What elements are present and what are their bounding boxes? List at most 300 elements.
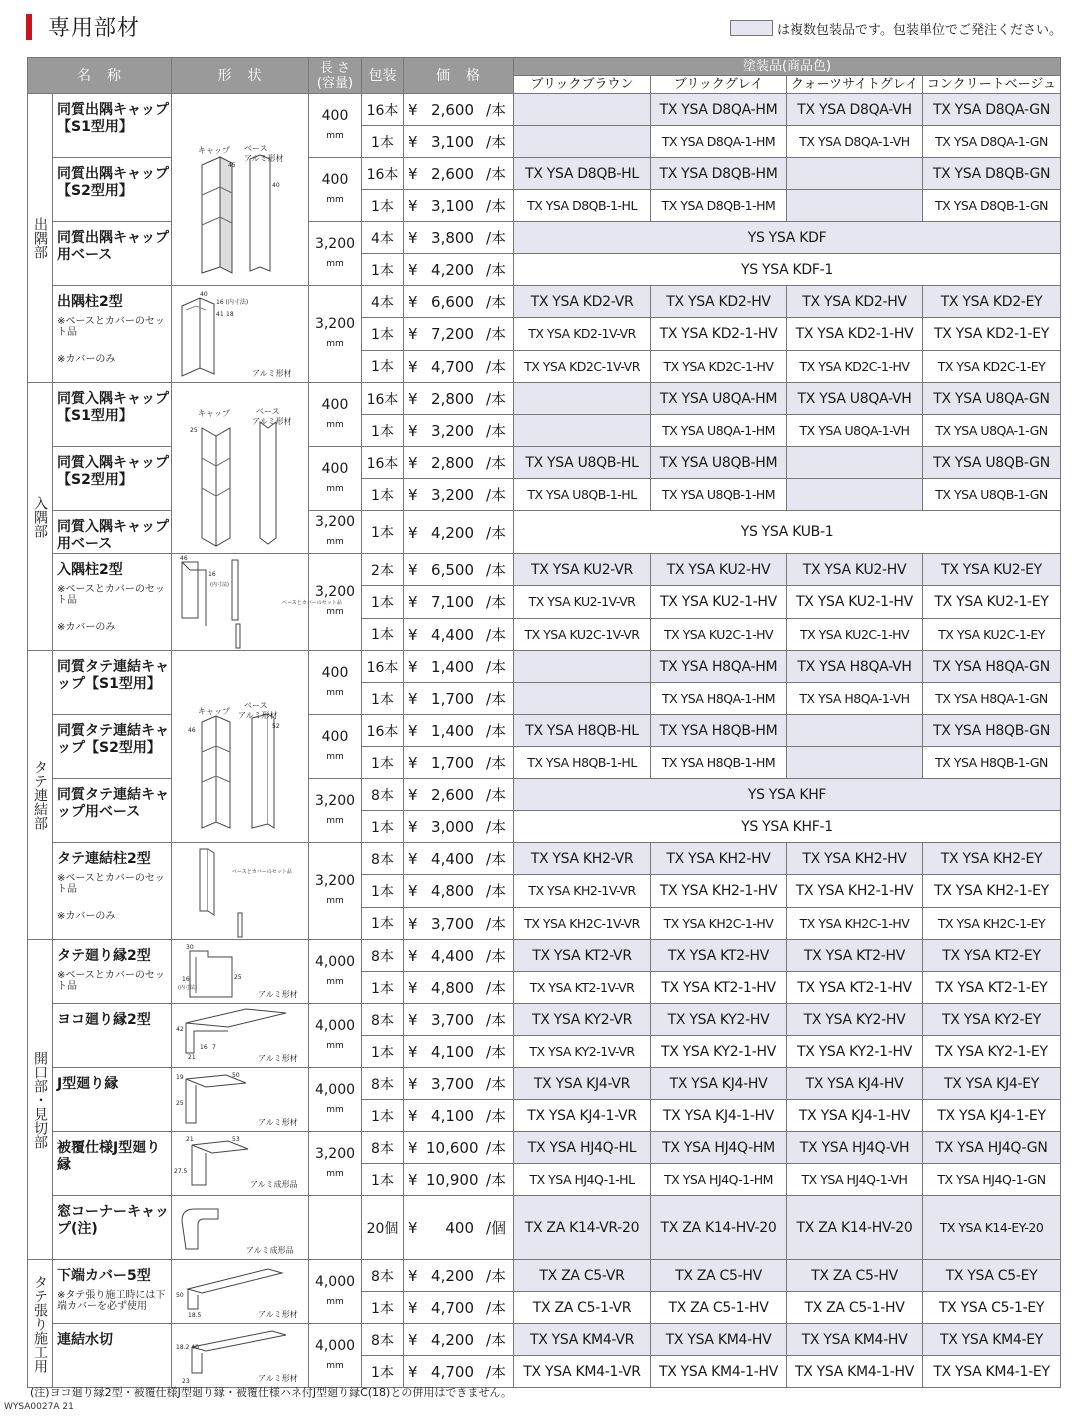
pack-qty: 1本 (362, 907, 404, 939)
product-code: TX YSA KY2-HV (651, 1004, 787, 1036)
product-code: TX YSA KT2-1-HV (651, 972, 787, 1004)
length-cell (309, 1324, 362, 1388)
product-code: TX YSA KD2-HV (651, 286, 787, 318)
pack-qty: 1本 (362, 254, 404, 286)
header-length (309, 58, 362, 94)
yen-sign: ¥ (408, 197, 418, 215)
length-value: 400 (321, 171, 349, 188)
product-code: TX ZA C5-HV (651, 1260, 787, 1292)
svg-text:18.5: 18.5 (188, 1311, 202, 1319)
part-name: 入隅柱2型 (57, 562, 123, 578)
length-cell (309, 1068, 362, 1132)
product-code: TX YSA KJ4-1-EY (923, 1100, 1061, 1132)
product-code: TX YSA KD2C-1V-VR (514, 350, 651, 382)
length-cell (309, 286, 362, 383)
price-cell (404, 1356, 514, 1388)
part-note: ※ベースとカバーのセット品 (57, 584, 165, 606)
pack-qty: 1本 (362, 1100, 404, 1132)
product-code: TX YSA KM4-HV (651, 1324, 787, 1356)
price-value: 3,700 (431, 1075, 474, 1093)
length-unit: mm (326, 815, 344, 826)
price-unit: /本 (485, 1363, 506, 1381)
price-cell (404, 511, 514, 554)
part-name: 同質出隅キャップ【S2型用】 (57, 166, 169, 199)
product-code: TX YSA KJ4-1-HV (787, 1100, 923, 1132)
part-note-cover-only: ※カバーのみ (57, 622, 116, 633)
header-capacity-label: (容量) (316, 75, 354, 91)
length-cell (309, 779, 362, 843)
yen-sign: ¥ (408, 1043, 418, 1061)
length-unit: mm (326, 258, 344, 269)
product-code: TX YSA KY2-1V-VR (514, 1036, 651, 1068)
product-code-all-colors: YS YSA KDF (514, 222, 1061, 254)
length-value: 400 (321, 460, 349, 477)
price-cell (404, 907, 514, 939)
product-code: TX YSA U8QA-1-VH (787, 415, 923, 447)
pack-qty: 1本 (362, 415, 404, 447)
product-code (787, 190, 923, 222)
pack-qty: 1本 (362, 1036, 404, 1068)
svg-text:アルミ形材: アルミ形材 (252, 417, 292, 426)
header-name: 名 称 (28, 58, 172, 94)
product-code: TX YSA KY2-HV (787, 1004, 923, 1036)
product-code: TX YSA HJ4Q-VH (787, 1132, 923, 1164)
product-code: TX YSA U8QB-GN (923, 447, 1061, 479)
svg-text:キャップ: キャップ (198, 409, 230, 418)
length-value: 3,200 (314, 316, 356, 332)
price-unit: /本 (485, 593, 506, 612)
product-code: TX YSA U8QA-GN (923, 383, 1061, 415)
price-value: 4,100 (431, 1043, 474, 1061)
price-cell (404, 683, 514, 715)
part-note-cover-only: ※カバーのみ (57, 354, 116, 365)
part-name-cell (53, 554, 172, 651)
table-row (28, 1260, 1061, 1292)
length-unit: mm (326, 419, 344, 430)
yen-sign: ¥ (408, 133, 418, 151)
product-code: TX YSA D8QA-1-VH (787, 126, 923, 158)
document-id: WYSA0027A 21 (4, 1402, 74, 1412)
svg-text:(内寸法): (内寸法) (178, 984, 197, 991)
product-code: TX YSA D8QB-1-GN (923, 190, 1061, 222)
yen-sign: ¥ (408, 1363, 418, 1381)
price-value: 3,700 (431, 914, 474, 933)
yen-sign: ¥ (408, 1075, 418, 1093)
product-code: TX YSA KM4-1-EY (923, 1356, 1061, 1388)
price-value: 2,800 (431, 390, 474, 408)
price-cell (404, 972, 514, 1004)
product-code: TX YSA KH2C-1V-VR (514, 907, 651, 939)
product-code: TX YSA KT2-HV (787, 940, 923, 972)
part-name-cell (53, 779, 172, 843)
part-name-cell (53, 1260, 172, 1324)
product-code: TX ZA C5-HV (787, 1260, 923, 1292)
yen-sign: ¥ (408, 229, 418, 247)
product-code: TX YSA KT2-1-HV (787, 972, 923, 1004)
yen-sign: ¥ (408, 101, 418, 119)
yen-sign: ¥ (408, 1267, 418, 1285)
product-code: TX YSA KD2-1-HV (787, 318, 923, 350)
product-code: TX YSA KJ4-VR (514, 1068, 651, 1100)
length-cell (309, 222, 362, 286)
yen-sign: ¥ (408, 261, 418, 279)
product-code: TX YSA H8QB-1-HM (651, 747, 787, 779)
part-name: 出隅柱2型 (57, 294, 123, 310)
price-cell (404, 1068, 514, 1100)
svg-text:18.2 40: 18.2 40 (176, 1343, 199, 1351)
product-code: TX YSA KU2-VR (514, 554, 651, 586)
length-value: 4,000 (314, 1337, 356, 1354)
product-code: TX YSA H8QB-HL (514, 715, 651, 747)
product-code: TX YSA D8QB-HM (651, 158, 787, 190)
part-name-cell (53, 651, 172, 715)
length-unit: mm (326, 1296, 344, 1307)
price-cell (404, 350, 514, 382)
part-shape-illustration (172, 940, 309, 1004)
product-code: TX YSA KU2-1-EY (923, 586, 1061, 618)
product-code (514, 126, 651, 158)
yen-sign: ¥ (408, 165, 418, 183)
part-name-cell (53, 1196, 172, 1260)
price-unit: /本 (485, 101, 506, 119)
price-value: 3,700 (431, 1011, 474, 1029)
svg-text:16: 16 (200, 1043, 208, 1051)
yen-sign: ¥ (408, 523, 418, 542)
length-cell (309, 715, 362, 779)
price-value: 3,100 (431, 133, 474, 151)
product-code: TX YSA HJ4Q-GN (923, 1132, 1061, 1164)
price-unit: /本 (485, 947, 506, 965)
price-value: 6,600 (431, 293, 474, 312)
product-code: TX YSA KD2C-1-HV (787, 350, 923, 382)
page-title: 専用部材 (48, 16, 141, 41)
product-code: TX YSA U8QB-HL (514, 447, 651, 479)
pack-qty: 1本 (362, 747, 404, 779)
yen-sign: ¥ (408, 850, 418, 869)
price-value: 4,200 (431, 523, 474, 542)
product-code: TX YSA KU2C-1-HV (651, 618, 787, 650)
yen-sign: ¥ (408, 690, 418, 708)
length-cell (309, 651, 362, 715)
pack-qty: 8本 (362, 1068, 404, 1100)
price-unit: /本 (485, 722, 506, 740)
price-unit: /本 (485, 165, 506, 183)
svg-text:アルミ形材: アルミ形材 (252, 369, 292, 378)
part-name: 同質タテ連結キャップ【S2型用】 (57, 723, 169, 756)
yen-sign: ¥ (408, 293, 418, 312)
price-cell (404, 158, 514, 190)
price-value: 1,700 (431, 754, 474, 772)
product-code: TX YSA H8QA-GN (923, 651, 1061, 683)
product-code: TX YSA HJ4Q-1-HM (651, 1164, 787, 1196)
length-cell (309, 158, 362, 222)
product-code: TX YSA KD2-1V-VR (514, 318, 651, 350)
product-code: TX ZA K14-HV-20 (787, 1196, 923, 1260)
product-code: TX YSA H8QB-1-GN (923, 747, 1061, 779)
product-code: TX YSA KD2C-1-HV (651, 350, 787, 382)
svg-text:ベース: ベース (244, 143, 268, 153)
pack-qty: 4本 (362, 222, 404, 254)
price-unit: /本 (485, 690, 506, 708)
part-shape-illustration (172, 651, 309, 843)
length-unit: mm (326, 483, 344, 494)
part-name-cell (53, 1068, 172, 1132)
yen-sign: ¥ (408, 914, 418, 933)
product-code: TX YSA C5-1-EY (923, 1292, 1061, 1324)
svg-text:50: 50 (176, 1291, 184, 1299)
product-code: TX YSA KY2-1-EY (923, 1036, 1061, 1068)
section-label: 開口部・見切部 (28, 940, 53, 1260)
length-unit: mm (326, 976, 344, 987)
product-code: TX YSA KD2-1-HV (651, 318, 787, 350)
price-cell (404, 318, 514, 350)
length-value: 4,000 (314, 1081, 356, 1098)
part-note: ※ベースとカバーのセット品 (57, 873, 165, 895)
length-cell (309, 1132, 362, 1196)
product-code: TX YSA KU2C-1-HV (787, 618, 923, 650)
product-code: TX YSA U8QA-HM (651, 383, 787, 415)
part-name-cell (53, 940, 172, 1004)
part-name: 連結水切 (57, 1332, 113, 1348)
yen-sign: ¥ (408, 786, 418, 804)
length-value: 4,000 (314, 1017, 356, 1034)
pack-qty: 1本 (362, 683, 404, 715)
price-value: 400 (445, 1219, 474, 1237)
pack-qty: 1本 (362, 1292, 404, 1324)
yen-sign: ¥ (408, 658, 418, 676)
pack-qty: 1本 (362, 350, 404, 382)
svg-text:40: 40 (272, 181, 280, 189)
product-code (787, 447, 923, 479)
svg-text:46: 46 (188, 726, 196, 734)
svg-text:アルミ形材: アルミ形材 (258, 1053, 298, 1063)
product-code: TX YSA KM4-EY (923, 1324, 1061, 1356)
product-code: TX YSA KY2-VR (514, 1004, 651, 1036)
part-name: 同質タテ連結キャップ用ベース (57, 787, 169, 820)
product-code-all-colors: YS YSA KUB-1 (514, 511, 1061, 554)
part-name-cell (53, 286, 172, 383)
product-code-all-colors: YS YSA KHF-1 (514, 811, 1061, 843)
table-row (28, 1004, 1061, 1036)
length-unit: mm (326, 1168, 344, 1179)
pack-qty: 16本 (362, 383, 404, 415)
product-code: TX YSA U8QB-1-HM (651, 479, 787, 511)
length-cell (309, 383, 362, 447)
svg-text:25: 25 (190, 427, 198, 434)
price-value: 4,200 (431, 1331, 474, 1349)
product-code: TX YSA KH2-1-HV (787, 875, 923, 907)
price-cell (404, 222, 514, 254)
product-code (514, 94, 651, 126)
svg-text:25: 25 (234, 973, 242, 981)
multi-pack-legend-swatch (730, 20, 773, 36)
price-value: 4,400 (431, 850, 474, 869)
price-unit: /本 (485, 133, 506, 151)
part-note-cover-only: ※カバーのみ (57, 911, 116, 922)
price-value: 1,400 (431, 658, 474, 676)
product-code-all-colors: YS YSA KHF (514, 779, 1061, 811)
part-name-cell (53, 447, 172, 511)
part-shape-illustration (172, 1324, 309, 1388)
length-value: 3,200 (314, 235, 356, 252)
header-color-concrete-beige: コンクリートベージュ (923, 76, 1061, 94)
product-code: TX YSA KY2-1-HV (787, 1036, 923, 1068)
part-name-cell (53, 94, 172, 158)
price-cell (404, 843, 514, 875)
price-cell (404, 875, 514, 907)
svg-text:21: 21 (188, 1053, 196, 1061)
price-unit: /個 (485, 1219, 506, 1237)
price-unit: /本 (485, 261, 506, 279)
price-value: 4,800 (431, 882, 474, 901)
product-code: TX YSA KU2C-1V-VR (514, 618, 651, 650)
product-code: TX YSA U8QB-1-GN (923, 479, 1061, 511)
product-code: TX ZA C5-VR (514, 1260, 651, 1292)
product-code: TX YSA KY2-EY (923, 1004, 1061, 1036)
svg-text:45: 45 (228, 161, 236, 169)
product-code: TX ZA C5-1-HV (651, 1292, 787, 1324)
footnote: (注)ヨコ廻り縁2型・被覆仕様J型廻り縁・被覆仕様ハネ付J型廻り縁C(18)との併用はできません。 (30, 1386, 512, 1399)
product-code: TX YSA U8QA-VH (787, 383, 923, 415)
part-name: 同質入隅キャップ【S2型用】 (57, 455, 169, 488)
product-code: TX ZA C5-1-VR (514, 1292, 651, 1324)
price-value: 7,200 (431, 325, 474, 344)
yen-sign: ¥ (408, 390, 418, 408)
price-unit: /本 (485, 1171, 506, 1189)
part-name: ヨコ廻り縁2型 (57, 1012, 151, 1028)
part-name: 同質タテ連結キャップ【S1型用】 (57, 659, 169, 692)
product-code: TX YSA KT2-HV (651, 940, 787, 972)
part-note: ※ベースとカバーのセット品 (57, 316, 165, 338)
svg-text:46: 46 (180, 555, 188, 562)
part-name-cell (53, 1004, 172, 1068)
price-value: 7,100 (431, 593, 474, 612)
product-code: TX YSA KH2C-1-EY (923, 907, 1061, 939)
product-code: TX ZA K14-HV-20 (651, 1196, 787, 1260)
product-code: TX YSA KD2-HV (787, 286, 923, 318)
svg-text:(内寸法): (内寸法) (210, 582, 229, 588)
part-note: ※ベースとカバーのセット品 (57, 970, 165, 992)
price-cell (404, 383, 514, 415)
table-row (28, 1324, 1061, 1356)
price-unit: /本 (485, 754, 506, 772)
table-row (28, 1196, 1061, 1260)
price-value: 3,800 (431, 229, 474, 247)
pack-qty: 1本 (362, 586, 404, 618)
price-unit: /本 (485, 1043, 506, 1061)
section-label: タテ連結部 (28, 651, 53, 940)
product-code (514, 383, 651, 415)
product-code: TX YSA KT2-VR (514, 940, 651, 972)
price-cell (404, 1100, 514, 1132)
pack-qty: 1本 (362, 190, 404, 222)
svg-text:アルミ成形品: アルミ成形品 (250, 1179, 298, 1189)
yen-sign: ¥ (408, 947, 418, 965)
svg-text:アルミ形材: アルミ形材 (258, 1309, 298, 1319)
svg-text:アルミ形材: アルミ形材 (258, 989, 298, 999)
price-value: 3,000 (431, 818, 474, 836)
product-code (787, 715, 923, 747)
pack-qty: 4本 (362, 286, 404, 318)
product-code: TX YSA H8QA-1-VH (787, 683, 923, 715)
price-unit: /本 (485, 1331, 506, 1349)
part-shape-illustration (172, 1004, 309, 1068)
length-cell (309, 1260, 362, 1324)
price-cell (404, 1292, 514, 1324)
product-code: TX YSA U8QB-HM (651, 447, 787, 479)
price-cell (404, 1164, 514, 1196)
svg-text:キャップ: キャップ (198, 145, 230, 155)
pack-qty: 8本 (362, 1260, 404, 1292)
svg-text:キャップ: キャップ (198, 706, 230, 716)
yen-sign: ¥ (408, 1171, 418, 1189)
product-code: TX YSA H8QB-1-HL (514, 747, 651, 779)
product-code: TX YSA D8QB-1-HL (514, 190, 651, 222)
svg-text:52: 52 (272, 722, 280, 730)
product-code: TX YSA D8QB-HL (514, 158, 651, 190)
price-cell (404, 415, 514, 447)
part-name-cell (53, 1132, 172, 1196)
price-value: 4,700 (431, 1299, 474, 1317)
product-code: TX YSA H8QA-HM (651, 651, 787, 683)
part-name: 下端カバー5型 (57, 1268, 151, 1284)
price-unit: /本 (485, 1075, 506, 1093)
svg-text:27.5: 27.5 (174, 1167, 188, 1175)
price-cell (404, 254, 514, 286)
price-value: 2,600 (431, 786, 474, 804)
price-unit: /本 (485, 422, 506, 440)
product-code: TX YSA KU2-1-HV (651, 586, 787, 618)
product-code: TX YSA KT2-1-EY (923, 972, 1061, 1004)
price-unit: /本 (485, 914, 506, 933)
product-code: TX YSA HJ4Q-1-HL (514, 1164, 651, 1196)
price-cell (404, 586, 514, 618)
price-value: 3,100 (431, 197, 474, 215)
pack-qty: 20個 (362, 1196, 404, 1260)
svg-text:ベース: ベース (256, 407, 280, 416)
product-code: TX YSA D8QA-HM (651, 94, 787, 126)
section-label: タテ張り施工用 (28, 1260, 53, 1388)
table-row (28, 843, 1061, 875)
pack-qty: 1本 (362, 126, 404, 158)
pack-qty: 2本 (362, 554, 404, 586)
product-code: TX YSA KY2-1-HV (651, 1036, 787, 1068)
product-code: TX YSA KH2-1-EY (923, 875, 1061, 907)
product-code: TX YSA KU2C-1-EY (923, 618, 1061, 650)
product-code: TX YSA KH2-1V-VR (514, 875, 651, 907)
price-value: 6,500 (431, 561, 474, 580)
price-value: 10,600 (426, 1139, 479, 1157)
price-value: 2,600 (431, 101, 474, 119)
product-code: TX YSA KD2-1-EY (923, 318, 1061, 350)
product-code: TX YSA KD2-EY (923, 286, 1061, 318)
parts-table-body (28, 94, 1061, 1388)
price-unit: /本 (485, 486, 506, 504)
part-name-cell (53, 511, 172, 554)
table-row (28, 651, 1061, 683)
product-code (514, 683, 651, 715)
yen-sign: ¥ (408, 422, 418, 440)
price-cell (404, 1260, 514, 1292)
price-value: 10,900 (426, 1171, 479, 1189)
part-name-cell (53, 715, 172, 779)
table-row (28, 383, 1061, 415)
pack-qty: 1本 (362, 875, 404, 907)
part-shape-illustration (172, 843, 309, 940)
price-unit: /本 (485, 357, 506, 376)
section-label: 入隅部 (28, 383, 53, 651)
svg-text:アルミ形材: アルミ形材 (258, 1373, 298, 1383)
